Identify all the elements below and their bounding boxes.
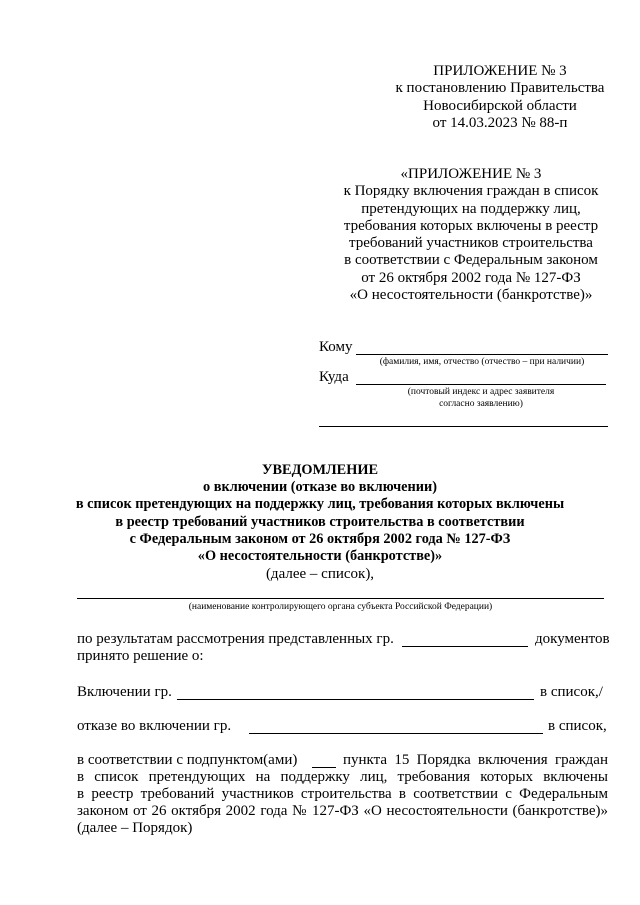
refuse-end: в список,	[548, 718, 607, 734]
to-hint: (фамилия, имя, отчество (отчество – при наличии)	[379, 357, 585, 367]
decision-text: принято решение о:	[77, 648, 204, 664]
address-extra-line[interactable]	[319, 426, 608, 427]
notice-subtitle: в список претендующих на поддержку лиц, требования которых включены	[75, 496, 565, 513]
appendix-date: от 14.03.2023 № 88-п	[432, 114, 568, 131]
include-text: Включении гр.	[77, 684, 172, 700]
notice-subtitle: «О несостоятельности (банкротстве)»	[197, 548, 443, 565]
order-appendix-block	[318, 166, 624, 304]
refuse-name-line[interactable]	[249, 733, 543, 734]
basis-line: в список претендующих на поддержку лиц, требования которых включены	[77, 769, 608, 785]
appendix-line: Новосибирской области	[423, 97, 577, 114]
refuse-text: отказе во включении гр.	[77, 718, 232, 734]
where-hint-2: согласно заявлению)	[439, 399, 523, 409]
order-appendix-line: от 26 октября 2002 года № 127-ФЗ	[361, 269, 581, 286]
results-text: по результатам рассмотрения представленных гр.	[77, 631, 394, 647]
where-field-line[interactable]	[356, 384, 606, 385]
to-label: Кому	[319, 339, 353, 355]
notice-subtitle: в реестр требований участников строительства в соответствии	[115, 513, 525, 530]
results-end: документов	[535, 631, 610, 647]
order-appendix-line: к Порядку включения граждан в список	[343, 183, 599, 200]
order-appendix-line: требований участников строительства	[349, 235, 593, 252]
where-hint-1: (почтовый индекс и адрес заявителя	[407, 387, 555, 397]
order-appendix-line: претендующих на поддержку лиц,	[361, 200, 581, 217]
subpoint-line[interactable]	[312, 767, 336, 768]
include-name-line[interactable]	[177, 699, 534, 700]
where-label: Куда	[319, 369, 349, 385]
basis-line: законом от 26 октября 2002 года № 127-ФЗ «О несостоятельности (банкротстве)»	[77, 803, 608, 819]
notice-heading: УВЕДОМЛЕНИЕ	[262, 462, 378, 478]
notice-subtitle: с Федеральным законом от 26 октября 2002 года № 127-ФЗ	[129, 530, 511, 547]
appendix-title: ПРИЛОЖЕНИЕ № 3	[433, 63, 567, 79]
include-end: в список,/	[540, 684, 603, 700]
order-appendix-line: в соответствии с Федеральным законом	[344, 252, 598, 269]
notice-subtitle: о включении (отказе во включении)	[203, 479, 437, 496]
order-appendix-line: «О несостоятельности (банкротстве)»	[349, 287, 593, 304]
order-appendix-line: «ПРИЛОЖЕНИЕ № 3	[400, 166, 542, 182]
to-field-line[interactable]	[356, 354, 608, 355]
authority-hint: (наименование контролирующего органа субъекта Российской Федерации)	[188, 602, 493, 612]
applicant-name-line[interactable]	[402, 646, 528, 647]
basis-line: в реестр требований участников строительства в соответствии с Федеральным	[77, 786, 608, 802]
authority-field-line[interactable]	[77, 598, 604, 599]
notice-title	[12, 462, 628, 565]
notice-after: (далее – список),	[265, 566, 375, 582]
order-appendix-line: требования которых включены в реестр	[343, 217, 599, 234]
appendix-block	[380, 63, 620, 132]
basis-start: в соответствии с подпунктом(ами)	[77, 752, 298, 768]
appendix-line: к постановлению Правительства	[395, 80, 605, 97]
basis-last: (далее – Порядок)	[77, 820, 193, 836]
basis-end: пункта 15 Порядка включения граждан	[343, 752, 608, 768]
